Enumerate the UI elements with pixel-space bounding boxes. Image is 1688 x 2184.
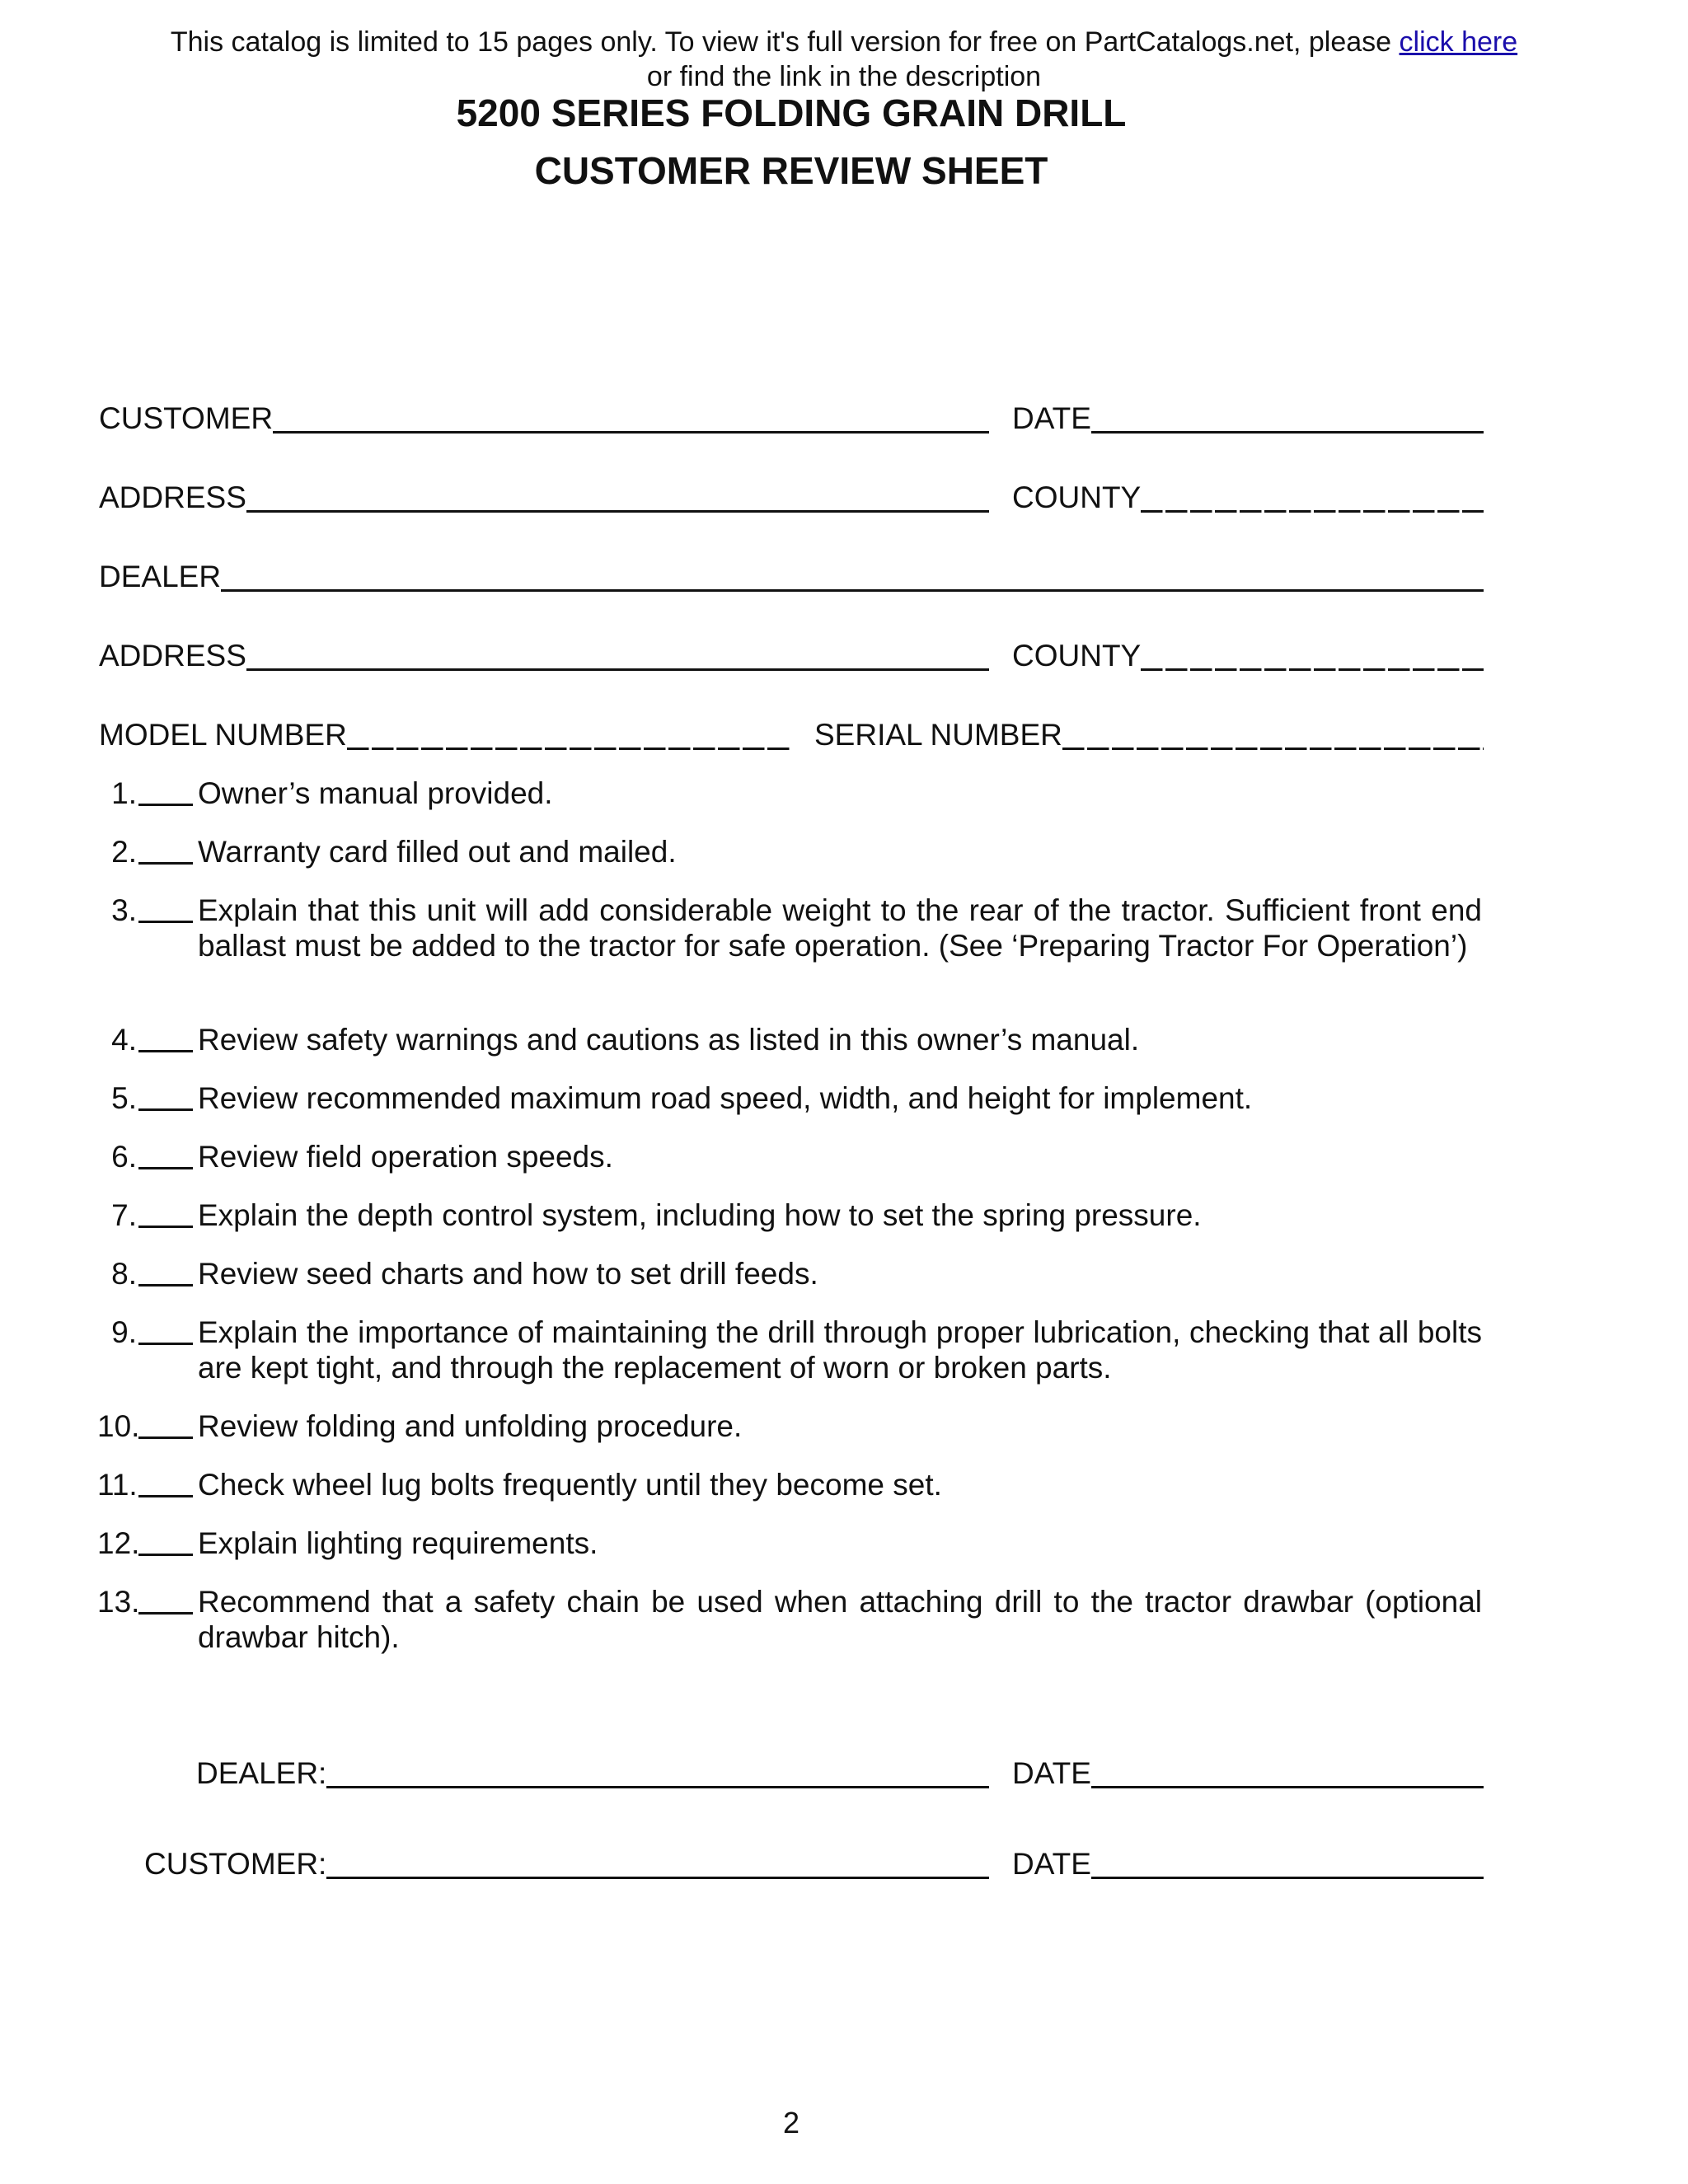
checklist-item [97, 834, 1482, 869]
item-text: Review field operation speeds. [198, 1140, 613, 1174]
item-text: Review folding and unfolding procedure. [198, 1409, 743, 1443]
dealer-signature-date-label: DATE [1012, 1756, 1091, 1790]
check-blank[interactable] [138, 862, 193, 865]
model-number-line [347, 725, 791, 750]
checklist-item [97, 1526, 1482, 1561]
item-text: Explain lighting requirements. [198, 1526, 598, 1560]
banner-text: This catalog is limited to 15 pages only. To view it's full version for free on PartCatalogs.net, please [170, 26, 1400, 58]
customer-address-line [246, 485, 989, 513]
dealer-line [221, 565, 1484, 592]
checklist-item [97, 1467, 1482, 1502]
click-here-link[interactable]: click here [1399, 26, 1518, 58]
customer-label: CUSTOMER [99, 401, 274, 435]
item-text: Explain the depth control system, including how to set the spring pressure. [198, 1198, 1202, 1232]
item-text: Owner’s manual provided. [198, 776, 553, 810]
checklist-item [97, 1080, 1482, 1116]
check-blank[interactable] [138, 1108, 193, 1111]
item-number: 1. [111, 776, 137, 810]
dealer-county-field[interactable] [1012, 638, 1484, 674]
customer-county-line [1141, 488, 1484, 513]
date-label: DATE [1012, 401, 1091, 435]
customer-signature-field[interactable] [144, 1846, 989, 1882]
checklist-item [97, 1139, 1482, 1174]
model-number-field[interactable] [99, 717, 791, 753]
check-blank[interactable] [138, 1554, 193, 1556]
item-number: 11. [97, 1468, 138, 1502]
item-number: 5. [111, 1081, 137, 1115]
checklist-item [97, 1315, 1482, 1385]
serial-number-field[interactable] [814, 717, 1484, 753]
dealer-field[interactable] [99, 559, 1484, 595]
dealer-address-field[interactable] [99, 638, 989, 674]
item-number: 10. [97, 1409, 140, 1443]
date-line [1091, 406, 1484, 434]
dealer-signature-date-line [1091, 1761, 1484, 1788]
dealer-county-line [1141, 646, 1484, 671]
customer-address-label: ADDRESS [99, 480, 246, 514]
item-text: Recommend that a safety chain be used when attaching drill to the tractor drawbar (optional drawbar hitch). [198, 1585, 1482, 1654]
dealer-label: DEALER [99, 560, 222, 593]
checklist-item [97, 893, 1482, 963]
dealer-address-line [246, 644, 989, 671]
dealer-signature-date-field[interactable] [1012, 1755, 1484, 1792]
check-blank[interactable] [138, 1167, 193, 1169]
customer-address-field[interactable] [99, 480, 989, 516]
item-number: 13. [97, 1585, 140, 1619]
banner-line-1 [0, 25, 1688, 59]
checklist-item [97, 1408, 1482, 1444]
item-number: 3. [111, 893, 137, 927]
check-blank[interactable] [138, 1050, 193, 1052]
customer-county-field[interactable] [1012, 480, 1484, 516]
item-number: 6. [111, 1140, 137, 1174]
document-subtitle: CUSTOMER REVIEW SHEET [534, 149, 1048, 192]
check-blank[interactable] [138, 1284, 193, 1286]
checklist-item [97, 1197, 1482, 1233]
item-text: Review safety warnings and cautions as listed in this owner’s manual. [198, 1023, 1140, 1057]
checklist-item [97, 1584, 1482, 1655]
check-blank[interactable] [138, 804, 193, 806]
check-blank[interactable] [138, 921, 193, 923]
serial-number-line [1062, 725, 1484, 750]
check-blank[interactable] [138, 1495, 193, 1497]
item-text: Review seed charts and how to set drill feeds. [198, 1257, 818, 1291]
dealer-signature-line [326, 1761, 989, 1788]
banner-line-2: or find the link in the description [646, 61, 1042, 92]
date-field[interactable] [1012, 401, 1484, 437]
model-number-label: MODEL NUMBER [99, 718, 347, 752]
item-number: 7. [111, 1198, 137, 1232]
check-blank[interactable] [138, 1343, 193, 1345]
item-number: 2. [111, 835, 137, 869]
check-blank[interactable] [138, 1226, 193, 1228]
item-number: 4. [111, 1023, 137, 1057]
customer-signature-line [326, 1852, 989, 1879]
item-number: 12. [97, 1526, 140, 1560]
item-text: Check wheel lug bolts frequently until they become set. [198, 1468, 942, 1502]
dealer-signature-label: DEALER: [196, 1756, 327, 1790]
customer-county-label: COUNTY [1012, 480, 1142, 514]
catalog-banner [0, 25, 1688, 94]
document-title: 5200 SERIES FOLDING GRAIN DRILL [456, 91, 1127, 134]
checklist-item [97, 1022, 1482, 1057]
item-text: Explain that this unit will add considerable weight to the rear of the tractor. Sufficient front end ballast must be added to the tractor for safe operation. (See ‘Preparing Tractor For Operation’) [198, 893, 1482, 963]
customer-signature-date-label: DATE [1012, 1847, 1091, 1881]
serial-number-label: SERIAL NUMBER [814, 718, 1062, 752]
dealer-signature-field[interactable] [196, 1755, 989, 1792]
dealer-address-label: ADDRESS [99, 639, 246, 673]
customer-signature-date-line [1091, 1852, 1484, 1879]
item-number: 9. [111, 1315, 137, 1349]
item-number: 8. [111, 1257, 137, 1291]
customer-line [273, 406, 989, 434]
check-blank[interactable] [138, 1436, 193, 1439]
item-text: Explain the importance of maintaining the drill through proper lubrication, checking that all bolts are kept tight, and through the replacement of worn or broken parts. [198, 1315, 1482, 1385]
checklist-item [97, 1256, 1482, 1291]
customer-signature-label: CUSTOMER: [144, 1847, 327, 1881]
item-text: Warranty card filled out and mailed. [198, 835, 677, 869]
check-blank[interactable] [138, 1612, 193, 1615]
customer-field[interactable] [99, 401, 989, 437]
customer-signature-date-field[interactable] [1012, 1846, 1484, 1882]
item-text: Review recommended maximum road speed, width, and height for implement. [198, 1081, 1253, 1115]
dealer-county-label: COUNTY [1012, 639, 1142, 673]
page-number: 2 [782, 2106, 800, 2139]
checklist-item [97, 776, 1482, 811]
